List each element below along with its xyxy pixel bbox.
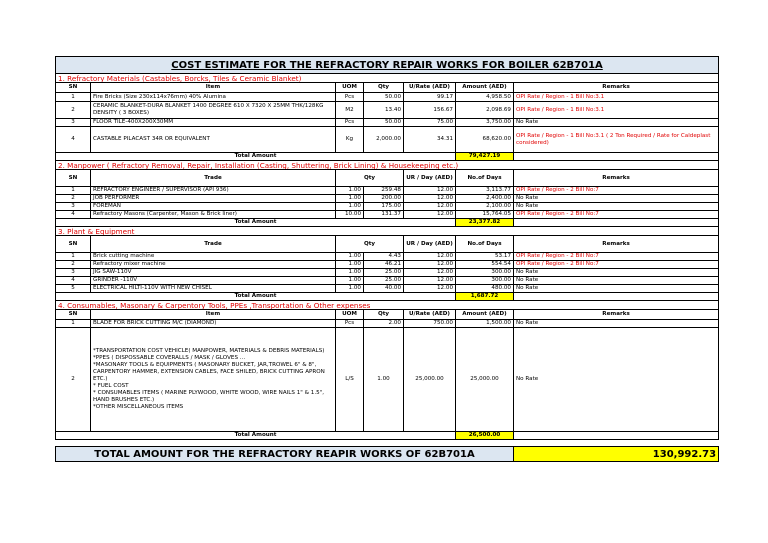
section-2-total-row	[56, 219, 719, 227]
cell-qty: 1.00	[336, 269, 364, 277]
cell-trade: JIG SAW-110V	[91, 269, 336, 277]
cell-total: 300.00	[456, 277, 514, 285]
cell-amount: 1,500.00	[456, 320, 514, 328]
page-title: COST ESTIMATE FOR THE REFRACTORY REPAIR WORKS FOR BOILER 62B701A	[56, 57, 719, 74]
spacer	[56, 440, 719, 447]
cell-day-rate: 25.00	[364, 269, 404, 277]
cell-qty: 10.00	[336, 211, 364, 219]
table-row	[56, 211, 719, 219]
cell-total: 15,764.05	[456, 211, 514, 219]
cell-day-rate: 4.43	[364, 253, 404, 261]
cell-remarks: No Rate	[514, 277, 719, 285]
cell-qty: 13.40	[364, 102, 404, 119]
col-header-trade: Trade	[91, 236, 336, 253]
cell-total: 2,400.00	[456, 195, 514, 203]
col-header-qty: Qty	[364, 83, 404, 93]
total-label: Total Amount	[56, 219, 456, 227]
cell-days: 12.00	[404, 285, 456, 293]
cell-remarks: OPI Rate / Region - 1 Bill No:3.1 ( 2 Ton Required / Rate for Caldeplast considered)	[514, 127, 719, 153]
section-2-total: 23,377.82	[456, 219, 514, 227]
col-header-amount: Amount (AED)	[456, 83, 514, 93]
cell-remarks: No Rate	[514, 328, 719, 432]
cell-remarks: OPI Rate / Region - 2 Bill No:7	[514, 187, 719, 195]
total-remarks-empty	[514, 219, 719, 227]
cell-trade: REFRACTORY ENGINEER / SUPERVISOR (API 936)	[91, 187, 336, 195]
cell-day-rate: 175.00	[364, 203, 404, 211]
cell-trade: JOB PERFORMER	[91, 195, 336, 203]
cell-qty: 1.00	[336, 203, 364, 211]
cell-item-multiline	[91, 328, 336, 432]
section-4-total: 26,500.00	[456, 432, 514, 440]
section-1-heading: 1. Refractory Materials (Castables, Borcks, Tiles & Ceramic Blanket)	[56, 74, 719, 83]
cell-amount: 4,958.50	[456, 93, 514, 102]
table-row	[56, 102, 719, 119]
cell-sn: 1	[56, 320, 91, 328]
cell-trade: ELECTRICAL HILTI-110V WITH NEW CHISEL	[91, 285, 336, 293]
cell-sn: 5	[56, 285, 91, 293]
cell-remarks: OPI Rate / Region - 2 Bill No:7	[514, 261, 719, 269]
cell-days: 12.00	[404, 269, 456, 277]
total-remarks-empty	[514, 153, 719, 161]
cell-trade: FOREMAN	[91, 203, 336, 211]
col-header-day-rate: UR / Day (AED)	[404, 170, 456, 187]
total-remarks-empty	[514, 432, 719, 440]
estimate-table	[55, 56, 719, 462]
item-line: *PPES ( DISPOSSABLE COVERALLS / MASK / GLOVES ...	[93, 355, 246, 361]
cell-rate: 75.00	[404, 119, 456, 127]
section-2-heading: 2. Manpower ( Refractory Removal, Repair, Installation (Casting, Shuttering, Brick Lining) & Housekeeping etc.)	[56, 161, 719, 170]
cell-days: 12.00	[404, 195, 456, 203]
cell-sn: 1	[56, 253, 91, 261]
col-header-days: No.of Days	[456, 170, 514, 187]
col-header-item: Item	[91, 310, 336, 320]
grand-total-row	[56, 447, 719, 462]
item-line: * CONSUMABLES ITEMS ( MARINE PLYWOOD, WHITE WOOD, WIRE NAILS 1" & 1.5", HAND BRUSHES ETC.)	[93, 390, 325, 403]
section-1-total: 79,427.19	[456, 153, 514, 161]
cell-sn: 4	[56, 127, 91, 153]
cell-days: 12.00	[404, 261, 456, 269]
cell-sn: 2	[56, 102, 91, 119]
section-2-header-row	[56, 170, 719, 187]
cell-days: 12.00	[404, 187, 456, 195]
cell-qty: 1.00	[336, 253, 364, 261]
table-row	[56, 285, 719, 293]
col-header-amount: Amount (AED)	[456, 310, 514, 320]
grand-total-label: TOTAL AMOUNT FOR THE REFRACTORY REAPIR WORKS OF 62B701A	[56, 447, 514, 462]
table-row	[56, 253, 719, 261]
cell-qty: 50.00	[364, 119, 404, 127]
cell-qty: 50.00	[364, 93, 404, 102]
cell-rate: 25,000.00	[404, 328, 456, 432]
table-row	[56, 277, 719, 285]
col-header-sn: SN	[56, 83, 91, 93]
cell-sn: 3	[56, 269, 91, 277]
cell-total: 53.17	[456, 253, 514, 261]
cell-remarks: No Rate	[514, 203, 719, 211]
table-row	[56, 195, 719, 203]
cell-uom: Kg	[336, 127, 364, 153]
col-header-remarks: Remarks	[514, 83, 719, 93]
item-line: *OTHER MISCELLANEOUS ITEMS	[93, 404, 184, 410]
table-row	[56, 320, 719, 328]
cell-total: 300.00	[456, 269, 514, 277]
table-row	[56, 93, 719, 102]
cell-day-rate: 40.00	[364, 285, 404, 293]
section-3-heading: 3. Plant & Equipment	[56, 227, 719, 236]
cell-days: 12.00	[404, 203, 456, 211]
cell-total: 480.00	[456, 285, 514, 293]
section-4-total-row	[56, 432, 719, 440]
col-header-remarks: Remarks	[514, 170, 719, 187]
col-header-rate: U/Rate (AED)	[404, 83, 456, 93]
cell-remarks: No Rate	[514, 285, 719, 293]
cell-sn: 1	[56, 187, 91, 195]
cell-remarks: OPI Rate / Region - 1 Bill No:3.1	[514, 93, 719, 102]
cell-rate: 34.31	[404, 127, 456, 153]
cell-remarks: OPI Rate / Region - 1 Bill No:3.1	[514, 102, 719, 119]
cell-trade: Refractory mixer machine	[91, 261, 336, 269]
section-1-total-row	[56, 153, 719, 161]
cell-amount: 68,620.00	[456, 127, 514, 153]
cell-total: 3,113.77	[456, 187, 514, 195]
col-header-sn: SN	[56, 310, 91, 320]
col-header-item: Item	[91, 83, 336, 93]
cell-qty: 1.00	[364, 328, 404, 432]
section-3-total-row	[56, 293, 719, 301]
total-label: Total Amount	[56, 432, 456, 440]
cell-sn: 2	[56, 195, 91, 203]
cell-day-rate: 200.00	[364, 195, 404, 203]
cell-amount: 2,098.69	[456, 102, 514, 119]
cell-qty: 1.00	[336, 285, 364, 293]
cell-remarks: No Rate	[514, 195, 719, 203]
table-row	[56, 261, 719, 269]
cell-day-rate: 131.37	[364, 211, 404, 219]
cell-item: BLADE FOR BRICK CUTTING M/C (DIAMOND)	[91, 320, 336, 328]
table-row	[56, 127, 719, 153]
cell-qty: 1.00	[336, 195, 364, 203]
cell-qty: 1.00	[336, 277, 364, 285]
cell-sn: 4	[56, 211, 91, 219]
cell-rate: 99.17	[404, 93, 456, 102]
cell-trade: Brick cutting machine	[91, 253, 336, 261]
col-header-days: No.of Days	[456, 236, 514, 253]
cell-item: Fire Bricks (Size 230x114x76mm) 40% Alumina	[91, 93, 336, 102]
cell-rate: 750.00	[404, 320, 456, 328]
cell-item: CASTABLE PILACAST 34R OR EQUIVALENT	[91, 127, 336, 153]
cell-qty: 2.00	[364, 320, 404, 328]
cell-day-rate: 25.00	[364, 277, 404, 285]
cell-days: 12.00	[404, 211, 456, 219]
cell-day-rate: 46.21	[364, 261, 404, 269]
col-header-remarks: Remarks	[514, 310, 719, 320]
col-header-remarks: Remarks	[514, 236, 719, 253]
section-4-heading: 4. Consumables, Masonary & Carpentory Tools, PPEs ,Transportation & Other expenses	[56, 301, 719, 310]
item-line: *MASONARY TOOLS & EQUIPMENTS ( MASONARY BUCKET, JAR,TROWEL 6" & 8", CARPENTORY HAMMER, EXTENSION CABLES, FACE SHILED, BRICK CUTTING APRON ETC.)	[93, 362, 325, 382]
table-row	[56, 119, 719, 127]
cell-day-rate: 259.48	[364, 187, 404, 195]
cell-uom: Pcs	[336, 320, 364, 328]
cell-sn: 3	[56, 203, 91, 211]
cell-rate: 156.67	[404, 102, 456, 119]
table-row	[56, 269, 719, 277]
title-row	[56, 57, 719, 74]
table-row	[56, 328, 719, 432]
cell-remarks: No Rate	[514, 119, 719, 127]
cell-uom: Pcs	[336, 93, 364, 102]
grand-total-value: 130,992.73	[514, 447, 719, 462]
col-header-uom: UOM	[336, 310, 364, 320]
section-3-header-row	[56, 236, 719, 253]
cell-trade: GRINDER -110V	[91, 277, 336, 285]
col-header-day-rate: UR / Day (AED)	[404, 236, 456, 253]
cell-sn: 2	[56, 261, 91, 269]
cell-sn: 2	[56, 328, 91, 432]
col-header-sn: SN	[56, 170, 91, 187]
table-row	[56, 187, 719, 195]
total-remarks-empty	[514, 293, 719, 301]
cell-uom: Pcs	[336, 119, 364, 127]
cell-qty: 1.00	[336, 261, 364, 269]
cell-sn: 4	[56, 277, 91, 285]
col-header-sn: SN	[56, 236, 91, 253]
col-header-qty: Qty	[364, 310, 404, 320]
cell-item: CERAMIC BLANKET-DURA BLANKET 1400 DEGREE 610 X 7320 X 25MM THK/128KG DENSITY ( 3 BOXES)	[91, 102, 336, 119]
cell-item: FLOOR TILE-400X200X30MM	[91, 119, 336, 127]
cell-trade: Refractory Masons (Carpenter, Mason & Brick liner)	[91, 211, 336, 219]
cell-sn: 1	[56, 93, 91, 102]
section-1-header-row	[56, 83, 719, 93]
col-header-qty: Qty	[336, 170, 404, 187]
cell-amount: 3,750.00	[456, 119, 514, 127]
cell-sn: 3	[56, 119, 91, 127]
cell-qty: 1.00	[336, 187, 364, 195]
cell-remarks: No Rate	[514, 269, 719, 277]
cell-days: 12.00	[404, 253, 456, 261]
item-line: * FUEL COST	[93, 383, 129, 389]
cell-amount: 25,000.00	[456, 328, 514, 432]
col-header-uom: UOM	[336, 83, 364, 93]
total-label: Total Amount	[56, 293, 456, 301]
cell-qty: 2,000.00	[364, 127, 404, 153]
cell-remarks: OPI Rate / Region - 2 Bill No:7	[514, 253, 719, 261]
cell-uom: L/S	[336, 328, 364, 432]
col-header-rate: U/Rate (AED)	[404, 310, 456, 320]
cost-estimate-sheet	[55, 56, 718, 462]
col-header-trade: Trade	[91, 170, 336, 187]
section-4-header-row	[56, 310, 719, 320]
cell-uom: M2	[336, 102, 364, 119]
cell-total: 554.54	[456, 261, 514, 269]
cell-remarks: No Rate	[514, 320, 719, 328]
col-header-qty: Qty	[336, 236, 404, 253]
table-row	[56, 203, 719, 211]
section-3-total: 1,687.72	[456, 293, 514, 301]
cell-total: 2,100.00	[456, 203, 514, 211]
cell-remarks: OPI Rate / Region - 2 Bill No:7	[514, 211, 719, 219]
total-label: Total Amount	[56, 153, 456, 161]
cell-days: 12.00	[404, 277, 456, 285]
item-line: *TRANSPORTATION COST VEHICLE( MANPOWER, MATERIALS & DEBRIS MATERIALS)	[93, 348, 325, 354]
